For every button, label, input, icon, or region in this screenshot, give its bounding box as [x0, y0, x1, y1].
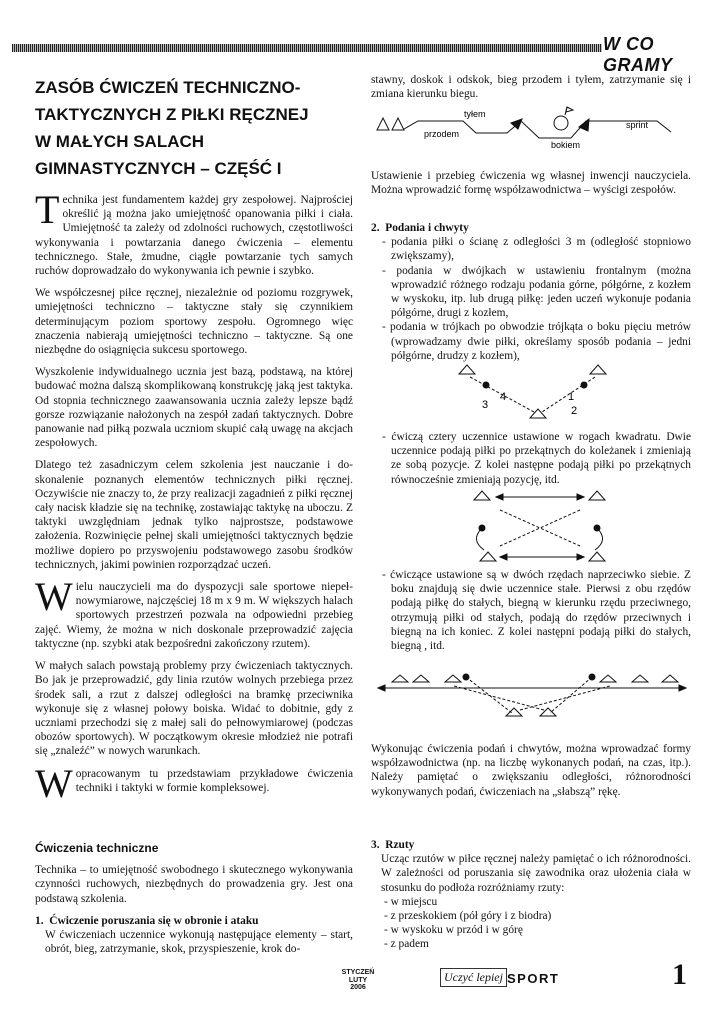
exercise-title: Ćwiczenie poruszania się w obronie i ataku — [49, 914, 259, 927]
issue-date — [340, 969, 376, 992]
exercise-3 — [371, 838, 691, 952]
list-item: - podania w dwójkach w ustawieniu frontalnym (można wprowadzić różnego rodzaju podania górne, półgórne, z kozłem w wyskoku, itp. lub drugą piłkę: jeden uczeń wykonuje podania półgórne, drugi z kozłem, — [377, 264, 691, 321]
arrow-head — [679, 685, 686, 691]
paragraph: Ucząc rzutów w piłce ręcznej należy pamiętać o ich różnorodności. W zależności od poruszania się zawodnika oraz ułożenia ciała w stosunku do podłoża rozróżniamy rzuty: — [381, 853, 691, 894]
player-triangle — [377, 118, 389, 130]
passing-list — [371, 235, 691, 363]
arrow-head — [577, 494, 584, 500]
article-title — [35, 74, 355, 182]
title-line: W MAŁYCH SALACH — [35, 132, 205, 151]
exercise-title: Podania i chwyty — [385, 222, 469, 234]
player-triangle — [600, 675, 616, 682]
paragraph — [35, 760, 353, 806]
list-item: - ćwiczą cztery uczennice ustawione w rogach kwadratu. Dwie uczennice podają piłki po przekątnych do koleżanek i zmieniają ze sobą pozycje. Z kolei następne podają piłki po przekątnych równocześnie zmieniają pozycję, itd. — [377, 430, 691, 487]
date-line: 2006 — [350, 984, 366, 991]
player-triangle — [392, 675, 408, 682]
pass-line — [454, 686, 544, 710]
magazine-logo: Uczyć lepiej — [440, 968, 507, 987]
left-column — [35, 187, 353, 806]
exercise-heading — [371, 221, 691, 235]
player-triangle — [459, 365, 475, 374]
list-item: - z przeskokiem (pół góry i z biodra) — [379, 909, 691, 923]
paragraph: W ćwiczeniach uczennice wykonują następujące elementy – start, obrót, bieg, zatrzymanie, skok, przyspieszenie, krok do- — [45, 929, 353, 956]
pass-line — [520, 686, 610, 710]
triangle-passing-diagram — [440, 362, 630, 424]
drop-cap: W — [35, 760, 73, 806]
arrow-head — [579, 119, 589, 131]
section-heading: Ćwiczenia techniczne — [35, 841, 159, 855]
player-triangle — [506, 708, 522, 716]
paragraph: Ustawienie i przebieg ćwiczenia wg własnej inwencji nauczyciela. Można wprowadzić formę współzawodnictwa – wyścigi zespołów. — [371, 170, 691, 197]
pass-line — [550, 677, 592, 713]
exercise-heading — [371, 838, 691, 852]
number-1: 1 — [568, 391, 575, 403]
player-triangle — [445, 675, 461, 682]
title-line: GIMNASTYCZNYCH – CZĘŚĆ I — [35, 159, 282, 178]
section-tag: W CO GRAMY — [603, 34, 673, 75]
arrow-head — [378, 685, 385, 691]
arrow-head — [500, 554, 507, 560]
header-rule — [12, 44, 602, 52]
title-line: TAKTYCZNYCH Z PIŁKI RĘCZNEJ — [35, 105, 309, 124]
exercise-number: 2. — [371, 222, 380, 234]
paragraph: stawny, doskok i odskok, bieg przodem i tyłem, zatrzymanie się i zmiana kierunku biegu. — [371, 74, 691, 101]
flag — [566, 107, 573, 112]
exercise-number: 3. — [371, 839, 380, 851]
number-2: 2 — [571, 405, 578, 417]
arrow-head — [496, 494, 503, 500]
movement-diagram — [371, 103, 696, 153]
throws-list — [371, 895, 691, 952]
paragraph — [35, 574, 353, 651]
player-triangle — [392, 118, 404, 130]
paragraph-text: ielu nauczycieli ma do dyspozycji sale sportowe niepełnowymiarowe, najczęściej 18 m x 9 m. W większych halach sportowych przestrzeń pozwala na odpowiedni przebieg zajęć. Wiemy, że można w nich doskonale przeprowadzić zajęcia taktyczne (np. szybki atak bezpośredni zakończony rzutem). — [35, 581, 353, 650]
title-line: ZASÓB ĆWICZEŃ TECHNICZNO- — [35, 78, 301, 97]
paragraph: Wykonując ćwiczenia podań i chwytów, można wprowadzać formy współzawodnictwa (np. na liczbę wykonanych podań, na czas, itp.). Należy pamiętać o zwiększaniu odległości, różnorodności wykonywanych podań, ćwiczeniach na „słabszą” rękę. — [371, 743, 691, 798]
list-item: - w miejscu — [379, 895, 691, 909]
label-sprint: sprint — [626, 120, 649, 130]
technique-section — [35, 841, 353, 956]
number-4: 4 — [500, 391, 507, 403]
paragraph — [35, 187, 353, 278]
list-item: - w wyskoku w przód i w górę — [379, 923, 691, 937]
pass-line — [500, 510, 580, 546]
page-number: 1 — [672, 958, 687, 991]
paragraph-text: opracowanym tu przedstawiam przykładowe ćwiczenia techniki i taktyki w formie kompleksowej. — [75, 767, 353, 794]
date-line: STYCZEŃ — [341, 969, 375, 976]
paragraph: We współczesnej piłce ręcznej, niezależnie od poziomu rozgrywek, umiejętności techniczno – taktyczne stały się czynnikiem determinującym poziom sportowy zespołu. Ogromnego więc znaczenia nabierają umiejętności techniczno – taktyczne. Są one niezbędne do osiągnięcia sukcesu sportowego. — [35, 287, 353, 357]
list-item: - ćwiczące ustawione są w dwóch rzędach naprzeciwko siebie. Z boku znajdują się dwie uczennice stałe. Pierwsi z obu rzędów podają piłkę do stałych, biegną w kierunku rzędu przeciwnego, otrzymują piłki od stałych, podają do rzędów przeciwnych i biegną na ich koniec. Z kolei następni podają piłki do stałych, biegną , itd. — [377, 568, 691, 653]
paragraph-text: echnika jest fundamentem każdej gry zespołowej. Najprościej określić ją można jako umiejętność opanowania piłki i ciała. Umiejętność ta zależy od zdolności ruchowych, częstotliwości wykonywania i powtarzania danego ćwiczenia – elementu technicznego. Stałe, żmudne, ciągłe powtarzanie tych samych ruchów doprowadzało do wykonywania ich pewnie i szybko. — [35, 194, 353, 278]
player-triangle — [589, 491, 605, 500]
paragraph: W małych salach powstają problemy przy ćwiczeniach taktycznych. Bo jak je przeprowadzić, gdy linia rzutów wolnych przebiega przez środek sali, a rzut z dalszej odległości na bramkę przeciwnika wykonuje się z własnej połowy boiska. Widać to dobitnie, gdy z uczniami przechodzi się z małej sali do pełnowymiarowej (podczas obozów sportowych). W początkowym okresie młodzież nie potrafi się „znaleźć” w nowych warunkach. — [35, 660, 353, 758]
square-list — [371, 430, 691, 487]
exercise-number: 1. — [35, 914, 44, 927]
list-item: - podania w trójkach po obwodzie trójkąta o boku pięciu metrów (wprowadzamy dwie piłki, określamy sposób podania – jedni półgórne, drudzy z kozłem), — [377, 320, 691, 363]
date-line: LUTY — [348, 976, 368, 984]
rows-passing-diagram — [370, 668, 695, 726]
list-item: - z padem — [379, 937, 691, 951]
player-triangle — [480, 552, 496, 561]
player-circle — [554, 116, 568, 130]
player-triangle — [589, 552, 605, 561]
label-bokiem: bokiem — [551, 140, 581, 150]
exercise-title: Rzuty — [385, 839, 415, 851]
square-passing-diagram — [460, 488, 620, 570]
label-tylem: tyłem — [464, 109, 486, 119]
section-brand: SPORT — [507, 971, 560, 986]
drop-cap: W — [35, 574, 73, 620]
exercise-2-cont — [371, 430, 691, 487]
number-3: 3 — [482, 399, 489, 411]
exercise-2-rows — [371, 568, 691, 653]
arrow-head — [577, 554, 584, 560]
player-triangle — [662, 675, 678, 682]
pass-line — [500, 510, 580, 546]
exercise-2 — [371, 221, 691, 363]
paragraph: Wyszkolenie indywidualnego ucznia jest bazą, podstawą, na której budować można dalszą skomplikowaną konstrukcję jaką jest taktyka. Od stopnia technicznego zaawansowania ucznia zależy lepsze bądź gorsze rozwiązanie nałożonych na zespół zadań taktycznych. Dobre panowanie nad piłką pozwala uczniom skupić całą uwagę na akcjach zespołowych. — [35, 366, 353, 450]
player-triangle — [632, 675, 648, 682]
player-triangle — [590, 365, 606, 374]
label-przodem: przodem — [424, 129, 460, 139]
exercise-heading — [35, 914, 353, 928]
drop-cap: T — [35, 187, 60, 232]
rows-list — [371, 568, 691, 653]
list-item: - podania piłki o ścianę z odległości 3 m (odległość stopniowo zwiększamy), — [377, 235, 691, 263]
player-triangle — [413, 675, 429, 682]
paragraph: Dlatego też zasadniczym celem szkolenia jest nauczanie i doskonalenie poznanych elementów technicznych piłki ręcznej. Oczywiście nie znaczy to, że przy realizacji zagadnień z piłki ręcznej cały nacisk kładzie się na technikę, zostawiając taktykę na uboczu. Z taktyki uwzględniam jednak tylko najprostsze, podstawowe założenia. Rozwinięcie pełnej skali umiejętności taktycznych będzie możliwe dopiero po przyswojeniu podstawowego zasobu środków technicznych, jakimi powinien rozporządzać uczeń. — [35, 459, 353, 571]
paragraph: Technika – to umiejętność swobodnego i skutecznego wykonywania czynności ruchowych, niezbędnych do prowadzenia gry. Jest ona podstawą szkolenia. — [35, 864, 353, 905]
player-triangle — [474, 491, 490, 500]
